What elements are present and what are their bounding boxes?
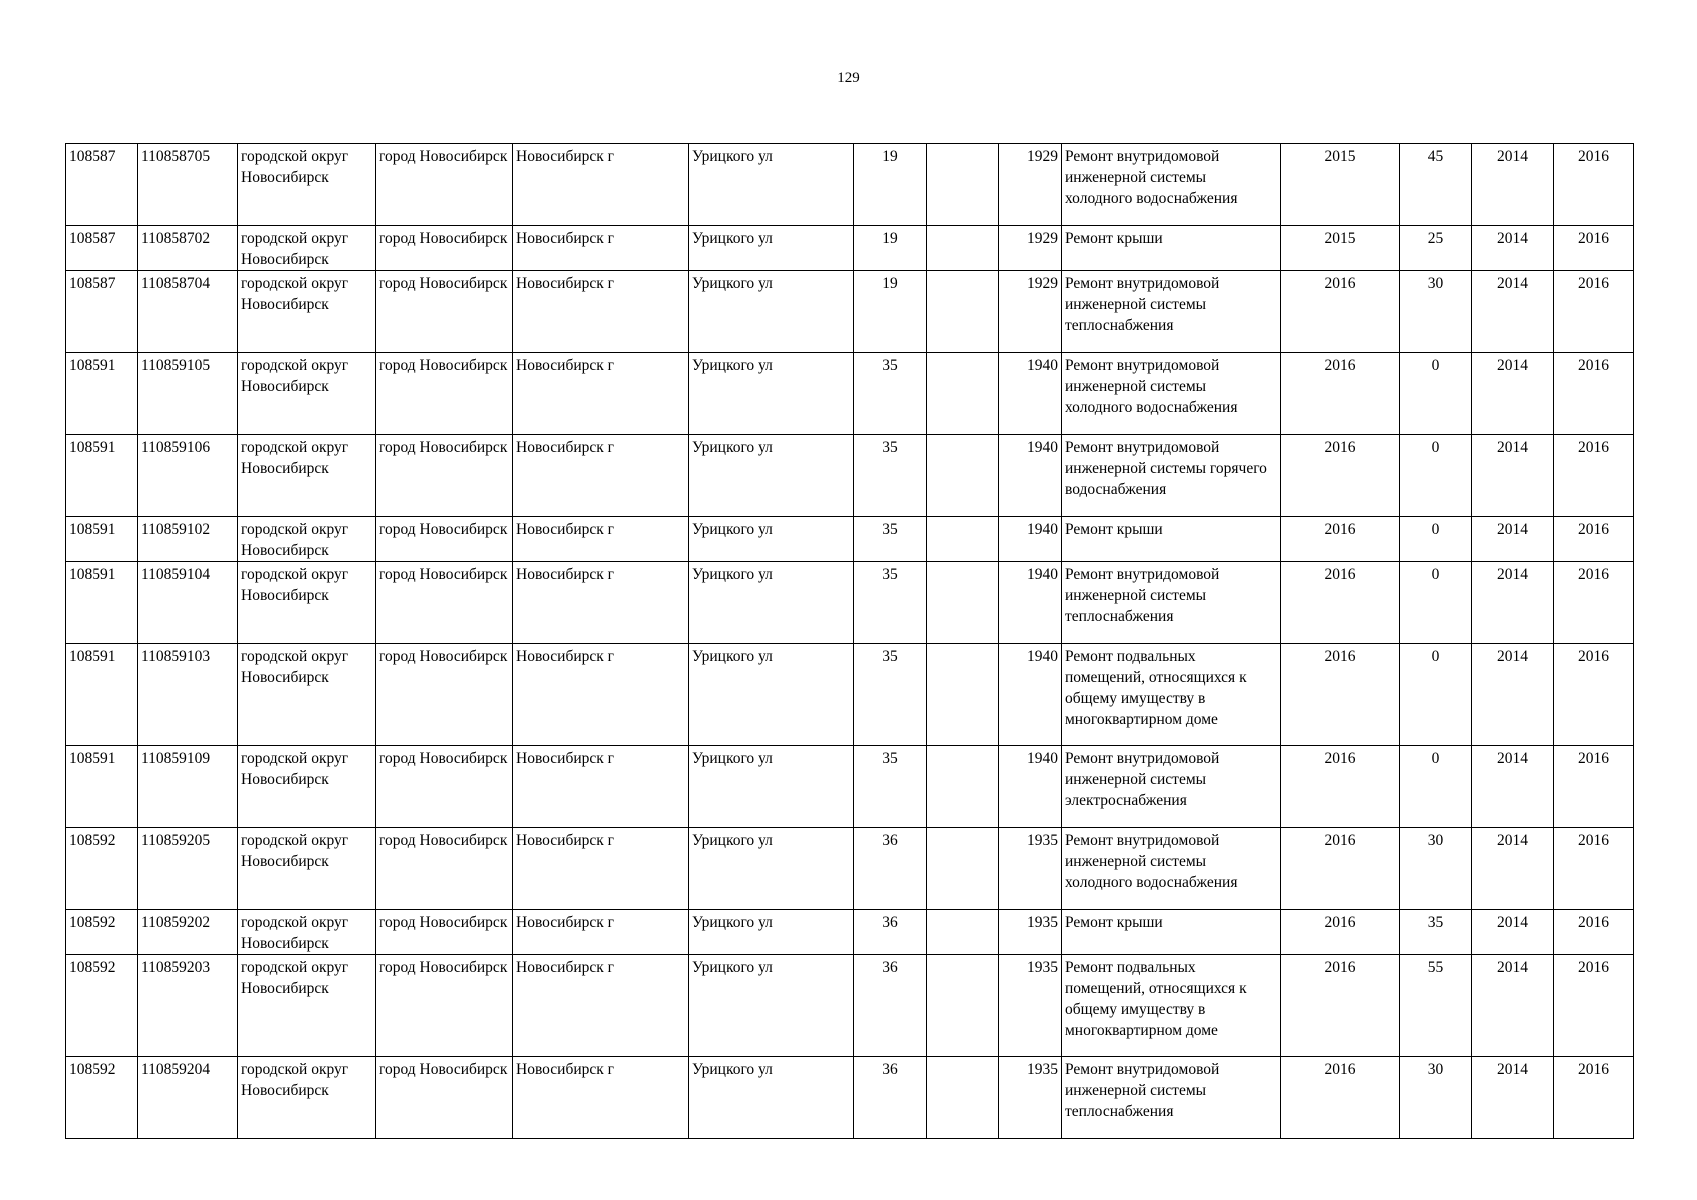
build-year-cell: 1935 [999,828,1062,910]
work-code-cell: 110858702 [138,226,238,271]
street-cell: Урицкого ул [689,271,854,353]
settlement-cell: город Новосибирск [376,517,513,562]
city-cell: Новосибирск г [513,828,689,910]
plan-year-cell: 2016 [1281,435,1400,517]
wear-percent-cell: 25 [1400,226,1472,271]
table-row [66,144,1634,226]
house-number-cell: 35 [854,353,927,435]
building-cell [927,271,999,353]
settlement-cell: город Новосибирск [376,226,513,271]
table-row [66,517,1634,562]
house-number-cell: 35 [854,562,927,644]
table-row [66,828,1634,910]
table-row [66,910,1634,955]
municipal-district-cell: городской округ Новосибирск [238,955,376,1057]
work-type-cell: Ремонт внутридомовой инженерной системы электроснабжения [1062,746,1281,828]
plan-year-cell: 2016 [1281,955,1400,1057]
settlement-cell: город Новосибирск [376,144,513,226]
plan-year-cell: 2016 [1281,562,1400,644]
street-cell: Урицкого ул [689,1057,854,1139]
municipal-district-cell: городской округ Новосибирск [238,644,376,746]
work-type-cell: Ремонт внутридомовой инженерной системы теплоснабжения [1062,1057,1281,1139]
city-cell: Новосибирск г [513,144,689,226]
period-start-cell: 2014 [1472,1057,1554,1139]
building-cell [927,1057,999,1139]
building-cell [927,435,999,517]
building-cell [927,353,999,435]
city-cell: Новосибирск г [513,271,689,353]
wear-percent-cell: 30 [1400,1057,1472,1139]
period-end-cell: 2016 [1554,517,1634,562]
house-id-cell: 108591 [66,644,138,746]
table-row [66,746,1634,828]
settlement-cell: город Новосибирск [376,828,513,910]
work-type-cell: Ремонт внутридомовой инженерной системы холодного водоснабжения [1062,828,1281,910]
period-end-cell: 2016 [1554,562,1634,644]
city-cell: Новосибирск г [513,910,689,955]
city-cell: Новосибирск г [513,517,689,562]
municipal-district-cell: городской округ Новосибирск [238,828,376,910]
wear-percent-cell: 0 [1400,517,1472,562]
municipal-district-cell: городской округ Новосибирск [238,435,376,517]
repair-registry-table [65,143,1634,1139]
building-cell [927,746,999,828]
work-code-cell: 110859106 [138,435,238,517]
build-year-cell: 1940 [999,353,1062,435]
street-cell: Урицкого ул [689,435,854,517]
period-start-cell: 2014 [1472,517,1554,562]
house-number-cell: 35 [854,746,927,828]
build-year-cell: 1929 [999,144,1062,226]
period-end-cell: 2016 [1554,828,1634,910]
table-row [66,353,1634,435]
house-number-cell: 36 [854,1057,927,1139]
city-cell: Новосибирск г [513,644,689,746]
plan-year-cell: 2015 [1281,144,1400,226]
period-end-cell: 2016 [1554,1057,1634,1139]
plan-year-cell: 2016 [1281,644,1400,746]
city-cell: Новосибирск г [513,353,689,435]
house-id-cell: 108591 [66,746,138,828]
municipal-district-cell: городской округ Новосибирск [238,746,376,828]
work-type-cell: Ремонт внутридомовой инженерной системы горячего водоснабжения [1062,435,1281,517]
table-row [66,1057,1634,1139]
street-cell: Урицкого ул [689,746,854,828]
plan-year-cell: 2016 [1281,517,1400,562]
period-start-cell: 2014 [1472,435,1554,517]
wear-percent-cell: 0 [1400,644,1472,746]
period-start-cell: 2014 [1472,562,1554,644]
municipal-district-cell: городской округ Новосибирск [238,353,376,435]
house-number-cell: 36 [854,955,927,1057]
period-end-cell: 2016 [1554,226,1634,271]
work-type-cell: Ремонт внутридомовой инженерной системы теплоснабжения [1062,562,1281,644]
city-cell: Новосибирск г [513,1057,689,1139]
building-cell [927,144,999,226]
plan-year-cell: 2016 [1281,1057,1400,1139]
municipal-district-cell: городской округ Новосибирск [238,1057,376,1139]
wear-percent-cell: 45 [1400,144,1472,226]
wear-percent-cell: 30 [1400,271,1472,353]
wear-percent-cell: 0 [1400,746,1472,828]
settlement-cell: город Новосибирск [376,1057,513,1139]
settlement-cell: город Новосибирск [376,644,513,746]
building-cell [927,910,999,955]
period-end-cell: 2016 [1554,746,1634,828]
house-number-cell: 19 [854,226,927,271]
work-code-cell: 110859109 [138,746,238,828]
house-number-cell: 36 [854,828,927,910]
work-code-cell: 110859104 [138,562,238,644]
street-cell: Урицкого ул [689,955,854,1057]
wear-percent-cell: 30 [1400,828,1472,910]
wear-percent-cell: 55 [1400,955,1472,1057]
city-cell: Новосибирск г [513,746,689,828]
street-cell: Урицкого ул [689,828,854,910]
house-number-cell: 19 [854,144,927,226]
work-type-cell: Ремонт подвальных помещений, относящихся к общему имуществу в многоквартирном доме [1062,955,1281,1057]
build-year-cell: 1935 [999,1057,1062,1139]
build-year-cell: 1929 [999,226,1062,271]
period-start-cell: 2014 [1472,353,1554,435]
house-number-cell: 36 [854,910,927,955]
house-id-cell: 108591 [66,562,138,644]
settlement-cell: город Новосибирск [376,746,513,828]
building-cell [927,517,999,562]
table-row [66,562,1634,644]
municipal-district-cell: городской округ Новосибирск [238,271,376,353]
house-id-cell: 108591 [66,353,138,435]
work-code-cell: 110859102 [138,517,238,562]
street-cell: Урицкого ул [689,226,854,271]
build-year-cell: 1940 [999,746,1062,828]
period-start-cell: 2014 [1472,910,1554,955]
work-code-cell: 110858704 [138,271,238,353]
settlement-cell: город Новосибирск [376,435,513,517]
period-start-cell: 2014 [1472,226,1554,271]
house-number-cell: 35 [854,517,927,562]
work-type-cell: Ремонт внутридомовой инженерной системы холодного водоснабжения [1062,353,1281,435]
build-year-cell: 1940 [999,435,1062,517]
work-code-cell: 110859202 [138,910,238,955]
house-id-cell: 108587 [66,144,138,226]
work-code-cell: 110859204 [138,1057,238,1139]
plan-year-cell: 2016 [1281,271,1400,353]
settlement-cell: город Новосибирск [376,271,513,353]
building-cell [927,828,999,910]
plan-year-cell: 2016 [1281,910,1400,955]
work-type-cell: Ремонт подвальных помещений, относящихся к общему имуществу в многоквартирном доме [1062,644,1281,746]
settlement-cell: город Новосибирск [376,955,513,1057]
table-row [66,435,1634,517]
street-cell: Урицкого ул [689,353,854,435]
street-cell: Урицкого ул [689,517,854,562]
municipal-district-cell: городской округ Новосибирск [238,144,376,226]
municipal-district-cell: городской округ Новосибирск [238,562,376,644]
wear-percent-cell: 0 [1400,562,1472,644]
building-cell [927,562,999,644]
house-id-cell: 108591 [66,435,138,517]
house-id-cell: 108592 [66,910,138,955]
work-type-cell: Ремонт крыши [1062,517,1281,562]
plan-year-cell: 2016 [1281,828,1400,910]
work-code-cell: 110859103 [138,644,238,746]
period-start-cell: 2014 [1472,955,1554,1057]
municipal-district-cell: городской округ Новосибирск [238,517,376,562]
period-start-cell: 2014 [1472,828,1554,910]
work-code-cell: 110859205 [138,828,238,910]
period-end-cell: 2016 [1554,955,1634,1057]
table-row [66,271,1634,353]
period-end-cell: 2016 [1554,644,1634,746]
table-row [66,644,1634,746]
build-year-cell: 1929 [999,271,1062,353]
period-end-cell: 2016 [1554,144,1634,226]
street-cell: Урицкого ул [689,562,854,644]
settlement-cell: город Новосибирск [376,353,513,435]
build-year-cell: 1940 [999,644,1062,746]
municipal-district-cell: городской округ Новосибирск [238,226,376,271]
city-cell: Новосибирск г [513,226,689,271]
table-row [66,226,1634,271]
table-row [66,955,1634,1057]
period-end-cell: 2016 [1554,271,1634,353]
plan-year-cell: 2015 [1281,226,1400,271]
house-number-cell: 19 [854,271,927,353]
build-year-cell: 1940 [999,562,1062,644]
period-start-cell: 2014 [1472,644,1554,746]
house-number-cell: 35 [854,644,927,746]
plan-year-cell: 2016 [1281,746,1400,828]
street-cell: Урицкого ул [689,910,854,955]
wear-percent-cell: 0 [1400,435,1472,517]
house-number-cell: 35 [854,435,927,517]
period-start-cell: 2014 [1472,746,1554,828]
work-code-cell: 110858705 [138,144,238,226]
municipal-district-cell: городской округ Новосибирск [238,910,376,955]
build-year-cell: 1935 [999,910,1062,955]
house-id-cell: 108592 [66,955,138,1057]
settlement-cell: город Новосибирск [376,562,513,644]
work-type-cell: Ремонт внутридомовой инженерной системы холодного водоснабжения [1062,144,1281,226]
period-start-cell: 2014 [1472,271,1554,353]
house-id-cell: 108592 [66,1057,138,1139]
work-type-cell: Ремонт крыши [1062,910,1281,955]
wear-percent-cell: 0 [1400,353,1472,435]
build-year-cell: 1940 [999,517,1062,562]
work-type-cell: Ремонт крыши [1062,226,1281,271]
city-cell: Новосибирск г [513,435,689,517]
street-cell: Урицкого ул [689,644,854,746]
wear-percent-cell: 35 [1400,910,1472,955]
house-id-cell: 108587 [66,271,138,353]
plan-year-cell: 2016 [1281,353,1400,435]
street-cell: Урицкого ул [689,144,854,226]
work-code-cell: 110859105 [138,353,238,435]
period-end-cell: 2016 [1554,353,1634,435]
house-id-cell: 108587 [66,226,138,271]
page-number: 129 [837,70,860,86]
house-id-cell: 108592 [66,828,138,910]
period-end-cell: 2016 [1554,435,1634,517]
work-type-cell: Ремонт внутридомовой инженерной системы теплоснабжения [1062,271,1281,353]
house-id-cell: 108591 [66,517,138,562]
work-code-cell: 110859203 [138,955,238,1057]
settlement-cell: город Новосибирск [376,910,513,955]
period-end-cell: 2016 [1554,910,1634,955]
building-cell [927,644,999,746]
period-start-cell: 2014 [1472,144,1554,226]
city-cell: Новосибирск г [513,955,689,1057]
building-cell [927,226,999,271]
build-year-cell: 1935 [999,955,1062,1057]
city-cell: Новосибирск г [513,562,689,644]
building-cell [927,955,999,1057]
